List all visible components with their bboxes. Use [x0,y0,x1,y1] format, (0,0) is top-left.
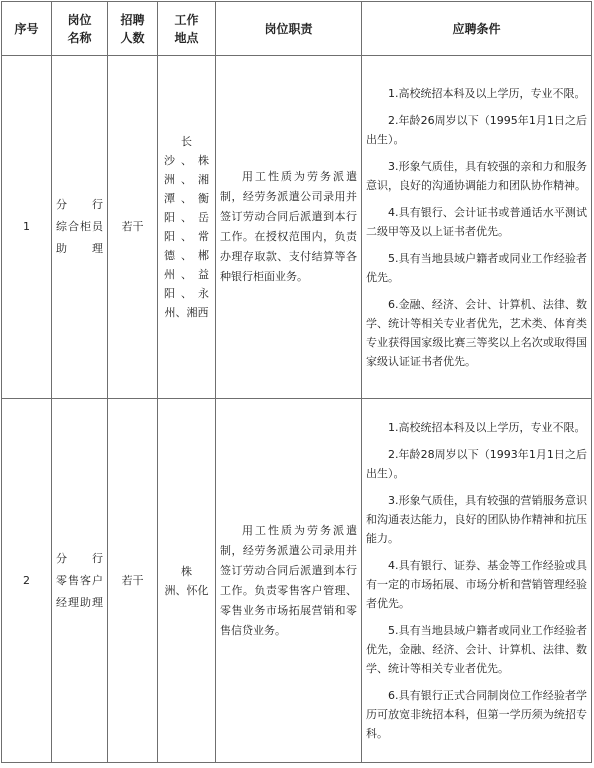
table-row [2,56,592,399]
requirement-item: 1.高校统招本科及以上学历，专业不限。 [388,421,586,434]
hire-count: 若干 [108,56,158,399]
work-location: 株 洲、怀化 [158,399,216,763]
header-location: 工作 地点 [158,2,216,56]
header-position: 岗位 名称 [52,2,108,56]
job-duties: 用工性质为劳务派遣制，经劳务派遣公司录用并签订劳动合同后派遣到本行工作。负责零售客户管理、零售业务市场拓展营销和零售信贷业务。 [216,399,362,763]
position-name: 分 行 零售客户 经理助理 [52,399,108,763]
header-count: 招聘 人数 [108,2,158,56]
recruitment-table [1,1,592,763]
requirement-item: 3.形象气质佳，具有较强的亲和力和服务意识，良好的沟通协调能力和团队协作精神。 [366,159,587,192]
row-index: 2 [2,399,52,763]
requirement-item: 2.年龄28周岁以下（1993年1月1日之后出生）。 [366,448,587,480]
header-index: 序号 [2,2,52,56]
header-requirements: 应聘条件 [362,2,592,56]
requirement-item: 5.具有当地县域户籍者或同业工作经验者优先，金融、经济、会计、计算机、法律、数学、统计等相关专业者优先。 [366,624,587,675]
job-requirements [362,56,592,399]
requirement-item: 6.具有银行正式合同制岗位工作经验者学历可放宽非统招本科，但第一学历须为统招专科。 [366,689,587,740]
requirement-item: 6.金融、经济、会计、计算机、法律、数学、统计等相关专业者优先，艺术类、体育类专业获得国家级比赛三等奖以上名次或取得国家级认证证书者优先。 [366,297,587,368]
row-index: 1 [2,56,52,399]
requirement-item: 4.具有银行、证券、基金等工作经验或具有一定的市场拓展、市场分析和营销管理经验者优先。 [366,559,587,610]
requirement-item: 1.高校统招本科及以上学历，专业不限。 [388,86,586,100]
requirement-item: 3.形象气质佳，具有较强的营销服务意识和沟通表达能力，良好的团队协作精神和抗压能力。 [366,494,587,545]
job-requirements [362,399,592,763]
header-duties: 岗位职责 [216,2,362,56]
location-grid: 沙 、 株 洲 、 湘 潭 、 衡 阳 、 岳 阳 、 常 德 、 郴 州 、 益 阳 、 永 [164,154,209,300]
position-name: 分 行 综合柜员 助理 [52,56,108,399]
requirement-item: 5.具有当地县域户籍者或同业工作经验者优先。 [366,251,587,284]
header-row [2,2,592,56]
hire-count: 若干 [108,399,158,763]
requirement-item: 4.具有银行、会计证书或普通话水平测试二级甲等及以上证书者优先。 [366,205,587,238]
work-location: 长 沙 、 株 洲 、 湘 潭 、 衡 阳 、 岳 阳 、 常 德 、 郴 州 、 益 阳 、 永 州、湘西 [158,56,216,399]
requirement-item: 2.年龄26周岁以下（1995年1月1日之后出生）。 [366,113,587,146]
table-row [2,399,592,763]
job-duties: 用工性质为劳务派遣制，经劳务派遣公司录用并签订劳动合同后派遣到本行工作。在授权范围内，负责办理存取款、支付结算等各种银行柜面业务。 [216,56,362,399]
